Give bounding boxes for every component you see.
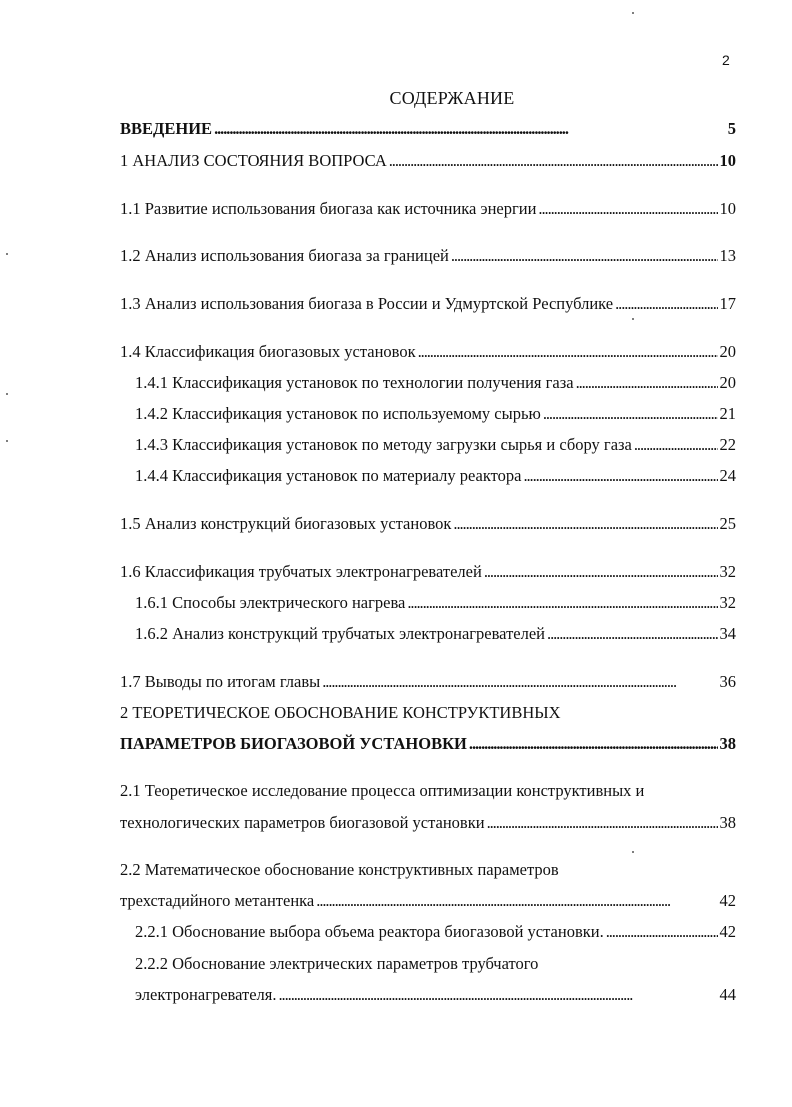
scan-speck (6, 253, 8, 255)
toc-entry-text: 1.2 Анализ использования биогаза за границей (120, 246, 449, 265)
toc-entry-page: 20 (719, 342, 736, 361)
toc-leader (615, 293, 717, 315)
toc-entry-text: 1.6 Классификация трубчатых электронагревателей (120, 562, 482, 581)
toc-entry-chapter-2-line-1 (120, 702, 561, 724)
toc-entry-page: 5 (727, 119, 736, 138)
toc-entry-1-5 (120, 513, 736, 535)
scan-speck (632, 851, 634, 853)
toc-entry-text: 1.4.2 Классификация установок по используемому сырью (135, 404, 541, 423)
toc-entry-page: 24 (719, 466, 736, 485)
toc-entry-1-6-2 (135, 623, 736, 645)
toc-entry-text: 1.1 Развитие использования биогаза как источника энергии (120, 199, 537, 218)
toc-entry-1-4-3 (135, 434, 736, 456)
toc-entry-text: 1.4.1 Классификация установок по технологии получения газа (135, 373, 574, 392)
toc-entry-2-2-line-2 (120, 890, 736, 912)
toc-entry-text: трехстадийного метантенка (120, 891, 315, 910)
toc-entry-page: 38 (719, 734, 736, 753)
toc-leader (576, 372, 718, 394)
toc-leader (487, 812, 718, 834)
toc-entry-text: 2.1 Теоретическое исследование процесса оптимизации конструктивных и (120, 781, 645, 800)
toc-leader (316, 890, 717, 912)
toc-entry-text: 1.3 Анализ использования биогаза в России и Удмуртской Республике (120, 294, 614, 313)
toc-leader (389, 150, 718, 172)
toc-leader (279, 984, 718, 1006)
toc-entry-chapter-2-line-2 (120, 733, 736, 755)
toc-leader (523, 465, 717, 487)
toc-entry-page: 42 (719, 891, 736, 910)
toc-leader (606, 921, 718, 943)
toc-entry-2-1-line-1 (120, 780, 644, 802)
toc-entry-text: 2.2.2 Обоснование электрических параметров трубчатого (135, 954, 539, 973)
toc-entry-1-4-4 (135, 465, 736, 487)
scan-speck (6, 440, 8, 442)
toc-leader (469, 733, 718, 755)
scan-speck (632, 12, 634, 14)
toc-entry-text: 2 ТЕОРЕТИЧЕСКОЕ ОБОСНОВАНИЕ КОНСТРУКТИВНЫХ (120, 703, 561, 722)
toc-entry-page: 10 (719, 199, 736, 218)
toc-leader (543, 403, 718, 425)
toc-leader (322, 671, 717, 693)
toc-leader (453, 513, 717, 535)
toc-entry-text: 1.6.2 Анализ конструкций трубчатых электронагревателей (135, 624, 546, 643)
toc-leader (407, 592, 717, 614)
toc-entry-1-4-1 (135, 372, 736, 394)
toc-entry-2-2-line-1 (120, 859, 559, 881)
scan-speck (632, 318, 634, 320)
toc-entry-text: 1.6.1 Способы электрического нагрева (135, 593, 406, 612)
toc-entry-text: 1 АНАЛИЗ СОСТОЯНИЯ ВОПРОСА (120, 151, 387, 170)
toc-entry-introduction (120, 118, 736, 140)
scan-speck (6, 393, 8, 395)
toc-entry-text: 1.4.4 Классификация установок по материалу реактора (135, 466, 522, 485)
toc-entry-page: 36 (719, 672, 736, 691)
toc-entry-page: 32 (719, 562, 736, 581)
toc-leader (634, 434, 718, 456)
toc-entry-text: ПАРАМЕТРОВ БИОГАЗОВОЙ УСТАНОВКИ (120, 734, 467, 753)
toc-entry-text: 1.4 Классификация биогазовых установок (120, 342, 416, 361)
toc-leader (484, 561, 718, 583)
toc-leader (547, 623, 717, 645)
toc-entry-1-3 (120, 293, 736, 315)
toc-entry-1-6 (120, 561, 736, 583)
toc-entry-page: 25 (719, 514, 736, 533)
toc-entry-page: 32 (719, 593, 736, 612)
toc-entry-1-2 (120, 245, 736, 267)
toc-leader (214, 118, 726, 140)
toc-entry-1-1 (120, 198, 736, 220)
toc-leader (418, 341, 718, 363)
toc-entry-2-2-1 (135, 921, 736, 943)
toc-leader (538, 198, 717, 220)
toc-entry-page: 42 (719, 922, 736, 941)
toc-entry-page: 22 (719, 435, 736, 454)
toc-entry-2-2-2-line-2 (135, 984, 736, 1006)
toc-title: СОДЕРЖАНИЕ (389, 88, 515, 108)
toc-entry-text: электронагревателя. (135, 985, 277, 1004)
toc-entry-1-6-1 (135, 592, 736, 614)
toc-entry-1-4 (120, 341, 736, 363)
toc-entry-text: технологических параметров биогазовой установки (120, 813, 485, 832)
toc-entry-text: 2.2.1 Обоснование выбора объема реактора биогазовой установки. (135, 922, 604, 941)
page-number: 2 (722, 52, 730, 68)
toc-entry-2-1-line-2 (120, 812, 736, 834)
toc-entry-page: 13 (719, 246, 736, 265)
toc-entry-text: 1.7 Выводы по итогам главы (120, 672, 321, 691)
toc-leader (451, 245, 718, 267)
toc-entry-page: 17 (719, 294, 736, 313)
toc-entry-page: 34 (719, 624, 736, 643)
toc-entry-text: 1.5 Анализ конструкций биогазовых установок (120, 514, 452, 533)
toc-entry-1-7 (120, 671, 736, 693)
toc-entry-1-4-2 (135, 403, 736, 425)
toc-entry-page: 38 (719, 813, 736, 832)
toc-entry-text: 2.2 Математическое обоснование конструктивных параметров (120, 860, 559, 879)
toc-entry-page: 44 (719, 985, 736, 1004)
toc-entry-page: 20 (719, 373, 736, 392)
toc-entry-chapter-1 (120, 150, 736, 172)
toc-entry-page: 10 (719, 151, 736, 170)
toc-entry-page: 21 (719, 404, 736, 423)
toc-entry-2-2-2-line-1 (135, 953, 538, 975)
toc-entry-text: ВВЕДЕНИЕ (120, 119, 213, 138)
toc-entry-text: 1.4.3 Классификация установок по методу загрузки сырья и сбору газа (135, 435, 632, 454)
